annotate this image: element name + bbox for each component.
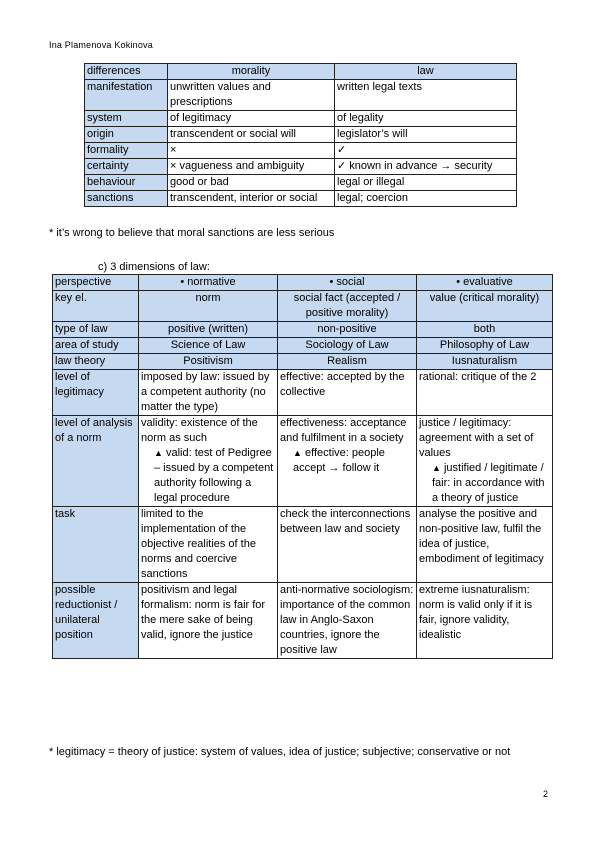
- row-label: key el.: [53, 291, 139, 322]
- row-label: area of study: [53, 338, 139, 354]
- evaluative-cell: analyse the positive and non-positive law, fulfil the idea of justice, embodiment of legitimacy: [417, 507, 553, 583]
- row-label: possible reductionist / unilateral position: [53, 583, 139, 659]
- law-cell: legal; coercion: [335, 191, 517, 207]
- header-cell: • evaluative: [417, 275, 553, 291]
- cell-main-text: validity: existence of the norm as such: [141, 417, 258, 444]
- cell-sub-text: effective: people accept → follow it: [293, 447, 385, 474]
- evaluative-cell: [417, 416, 553, 507]
- table-row: [53, 416, 553, 507]
- law-cell: of legality: [335, 111, 517, 127]
- author-header: Ina Plamenova Kokinova: [49, 40, 153, 50]
- cell-sub-item: [141, 446, 275, 506]
- table-row: [53, 338, 553, 354]
- triangle-bullet-icon: ▲: [293, 448, 302, 458]
- table-row: [85, 175, 517, 191]
- law-cell: legal or illegal: [335, 175, 517, 191]
- evaluative-cell: Iusnaturalism: [417, 354, 553, 370]
- normative-cell: [139, 416, 278, 507]
- legitimacy-footnote: * legitimacy = theory of justice: system of values, idea of justice; subjective; conservative or not: [49, 746, 511, 758]
- morality-cell: ×: [168, 143, 335, 159]
- evaluative-cell: value (critical morality): [417, 291, 553, 322]
- cell-sub-item: [419, 461, 550, 506]
- cell-sub-text: justified / legitimate / fair: in accordance with a theory of justice: [432, 462, 545, 504]
- row-label: level of legitimacy: [53, 370, 139, 416]
- table-row: [53, 354, 553, 370]
- morality-law-table: [84, 63, 517, 207]
- header-cell: • normative: [139, 275, 278, 291]
- morality-cell: transcendent, interior or social: [168, 191, 335, 207]
- row-label: task: [53, 507, 139, 583]
- evaluative-cell: Philosophy of Law: [417, 338, 553, 354]
- table-header-row: [85, 64, 517, 80]
- row-label: system: [85, 111, 168, 127]
- row-label: behaviour: [85, 175, 168, 191]
- table-row: [85, 159, 517, 175]
- triangle-bullet-icon: ▲: [154, 448, 163, 458]
- table-row: [53, 291, 553, 322]
- table-row: [85, 80, 517, 111]
- header-cell: morality: [168, 64, 335, 80]
- row-label: level of analysis of a norm: [53, 416, 139, 507]
- row-label: type of law: [53, 322, 139, 338]
- evaluative-cell: extreme iusnaturalism: norm is valid only if it is fair, ignore validity, idealistic: [417, 583, 553, 659]
- triangle-bullet-icon: ▲: [432, 463, 441, 473]
- law-cell: ✓: [335, 143, 517, 159]
- normative-cell: Positivism: [139, 354, 278, 370]
- normative-cell: Science of Law: [139, 338, 278, 354]
- social-cell: [278, 416, 417, 507]
- cell-main-text: justice / legitimacy: agreement with a set of values: [419, 417, 534, 459]
- header-cell: perspective: [53, 275, 139, 291]
- social-cell: non-positive: [278, 322, 417, 338]
- social-cell: Realism: [278, 354, 417, 370]
- table1-footnote: * it’s wrong to believe that moral sanctions are less serious: [49, 227, 335, 239]
- table-row: [53, 322, 553, 338]
- normative-cell: positive (written): [139, 322, 278, 338]
- table-row: [85, 127, 517, 143]
- morality-cell: transcendent or social will: [168, 127, 335, 143]
- row-label: law theory: [53, 354, 139, 370]
- table-row: [53, 583, 553, 659]
- row-label: certainty: [85, 159, 168, 175]
- normative-cell: norm: [139, 291, 278, 322]
- cell-main-text: effectiveness: acceptance and fulfilment in a society: [280, 417, 407, 444]
- row-label: sanctions: [85, 191, 168, 207]
- section-heading: c) 3 dimensions of law:: [98, 261, 210, 273]
- social-cell: effective: accepted by the collective: [278, 370, 417, 416]
- cell-sub-text: valid: test of Pedigree – issued by a competent authority following a legal procedure: [154, 447, 274, 504]
- morality-cell: of legitimacy: [168, 111, 335, 127]
- row-label: manifestation: [85, 80, 168, 111]
- morality-cell: × vagueness and ambiguity: [168, 159, 335, 175]
- dimensions-of-law-table: [52, 274, 553, 659]
- row-label: origin: [85, 127, 168, 143]
- social-cell: Sociology of Law: [278, 338, 417, 354]
- table-row: [53, 370, 553, 416]
- row-label: formality: [85, 143, 168, 159]
- header-cell: differences: [85, 64, 168, 80]
- table-row: [85, 191, 517, 207]
- morality-cell: unwritten values and prescriptions: [168, 80, 335, 111]
- social-cell: anti-normative sociologism: importance of the common law in Anglo-Saxon countries, ignore the positive law: [278, 583, 417, 659]
- evaluative-cell: both: [417, 322, 553, 338]
- morality-cell: good or bad: [168, 175, 335, 191]
- normative-cell: limited to the implementation of the objective realities of the norms and coercive sanctions: [139, 507, 278, 583]
- table-row: [85, 111, 517, 127]
- page-number: 2: [543, 789, 549, 799]
- law-cell: legislator’s will: [335, 127, 517, 143]
- social-cell: social fact (accepted / positive morality): [278, 291, 417, 322]
- table-row: [53, 507, 553, 583]
- law-cell: ✓ known in advance → security: [335, 159, 517, 175]
- header-cell: • social: [278, 275, 417, 291]
- social-cell: check the interconnections between law and society: [278, 507, 417, 583]
- table-row: [85, 143, 517, 159]
- table-header-row: [53, 275, 553, 291]
- normative-cell: positivism and legal formalism: norm is fair for the mere sake of being valid, ignore the justice: [139, 583, 278, 659]
- cell-sub-item: [280, 446, 414, 476]
- law-cell: written legal texts: [335, 80, 517, 111]
- evaluative-cell: rational: critique of the 2: [417, 370, 553, 416]
- header-cell: law: [335, 64, 517, 80]
- normative-cell: imposed by law: issued by a competent authority (no matter the type): [139, 370, 278, 416]
